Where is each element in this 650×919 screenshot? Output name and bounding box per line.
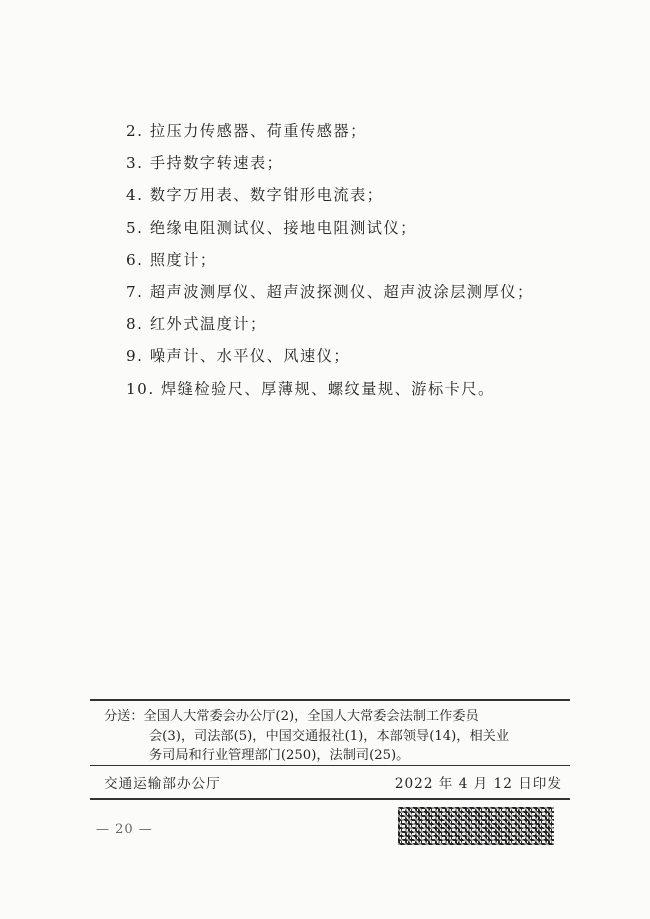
barcode-icon	[398, 807, 554, 845]
distribution-block	[104, 707, 564, 766]
page-number: — 20 —	[96, 822, 153, 837]
distribution-line-1: 分送：全国人大常委会办公厅(2)，全国人大常委会法制工作委员	[104, 709, 479, 724]
distribution-line-2: 会(3)，司法部(5)，中国交通报社(1)，本部领导(14)，相关业	[149, 728, 510, 744]
rule-bottom	[90, 798, 570, 800]
rule-middle	[90, 765, 570, 766]
list-item: 8. 红外式温度计；	[126, 315, 267, 334]
instrument-list	[126, 115, 534, 405]
list-item: 3. 手持数字转速表；	[126, 154, 284, 173]
list-item: 5. 绝缘电阻测试仪、接地电阻测试仪；	[126, 218, 417, 237]
issue-date: 2022 年 4 月 12 日印发	[394, 776, 562, 792]
issuer: 交通运输部办公厅	[104, 776, 221, 792]
list-item: 4. 数字万用表、数字钳形电流表；	[126, 186, 384, 205]
distribution-line-3: 务司局和行业管理部门(250)，法制司(25)。	[149, 748, 410, 763]
list-item: 10. 焊缝检验尺、厚薄规、螺纹量规、游标卡尺。	[126, 379, 495, 398]
list-item: 6. 照度计；	[126, 250, 217, 269]
list-item: 2. 拉压力传感器、荷重传感器；	[126, 122, 367, 140]
list-item: 9. 噪声计、水平仪、风速仪；	[126, 347, 351, 366]
rule-top	[90, 699, 570, 701]
list-item: 7. 超声波测厚仪、超声波探测仪、超声波涂层测厚仪；	[126, 282, 534, 301]
